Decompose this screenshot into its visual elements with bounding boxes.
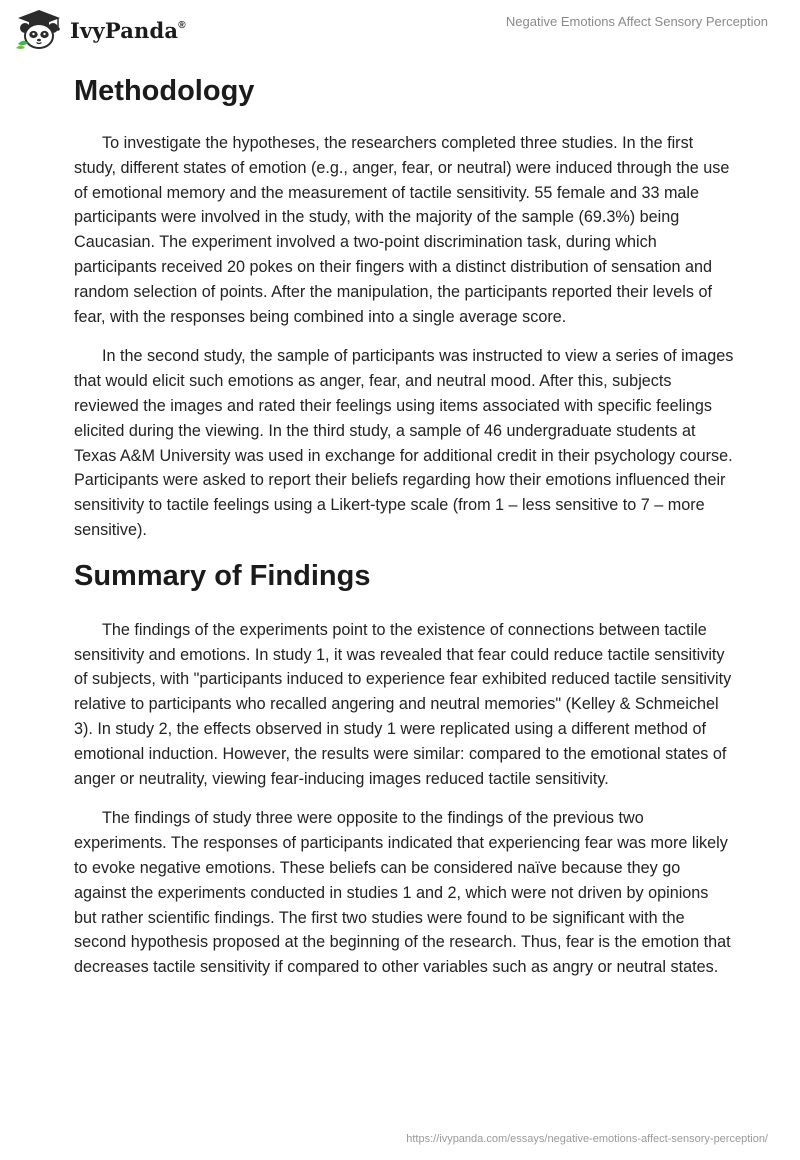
article-body [74, 70, 734, 995]
brand-logo[interactable] [14, 8, 186, 50]
section-heading-methodology: Methodology [74, 75, 255, 107]
paragraph: The findings of study three were opposite to the findings of the previous two experiments. The responses of participants indicated that experiencing fear was more likely to evoke negative emotions. These beliefs can be considered naïve because they go against the experiments conducted in studies 1 and 2, which were not driven by opinions but rather scientific findings. The first two studies were found to be significant with the second hypothesis proposed at the beginning of the research. Thus, fear is the emotion that decreases tactile sensitivity if compared to other variables such as angry or neutral states. [74, 809, 731, 977]
page-header [0, 0, 800, 60]
paragraph: To investigate the hypotheses, the researchers completed three studies. In the first study, different states of emotion (e.g., anger, fear, or neutral) were induced through the use of emotional memory and the measurement of tactile sensitivity. 55 female and 33 male participants were involved in the study, with the majority of the sample (69.3%) being Caucasian. The experiment involved a two-point discrimination task, during which participants received 20 pokes on their fingers with a distinct distribution of sensation and random selection of points. After the manipulation, the participants reported their levels of fear, with the responses being combined into a single average score. [74, 134, 730, 326]
brand-name: IvyPanda® [70, 17, 186, 43]
paragraph: In the second study, the sample of participants was instructed to view a series of images that would elicit such emotions as anger, fear, and neutral mood. After this, subjects reviewed the images and rated their feelings using items associated with specific feelings elicited during the viewing. In the third study, a sample of 46 undergraduate students at Texas A&M University was used in exchange for additional credit in their psychology course. Participants were asked to report their beliefs regarding how their emotions influenced their sensitivity to tactile feelings using a Likert-type scale (from 1 – less sensitive to 7 – more sensitive). [74, 347, 734, 539]
source-url[interactable]: https://ivypanda.com/essays/negative-emotions-affect-sensory-perception/ [406, 1133, 768, 1145]
section-heading-summary: Summary of Findings [74, 559, 371, 592]
running-title: Negative Emotions Affect Sensory Perception [505, 14, 768, 29]
paragraph: The findings of the experiments point to the existence of connections between tactile sensitivity and emotions. In study 1, it was revealed that fear could reduce tactile sensitivity of subjects, with "participants induced to experience fear exhibited reduced tactile sensitivity relative to participants who recalled angering and neutral memories" (Kelley & Schmeichel 3). In study 2, the effects observed in study 1 were replicated using a different method of emotional induction. However, the results were similar: compared to the emotional states of anger or neutrality, viewing fear-inducing images reduced tactile sensitivity. [74, 620, 732, 788]
panda-graduate-icon [14, 8, 64, 50]
